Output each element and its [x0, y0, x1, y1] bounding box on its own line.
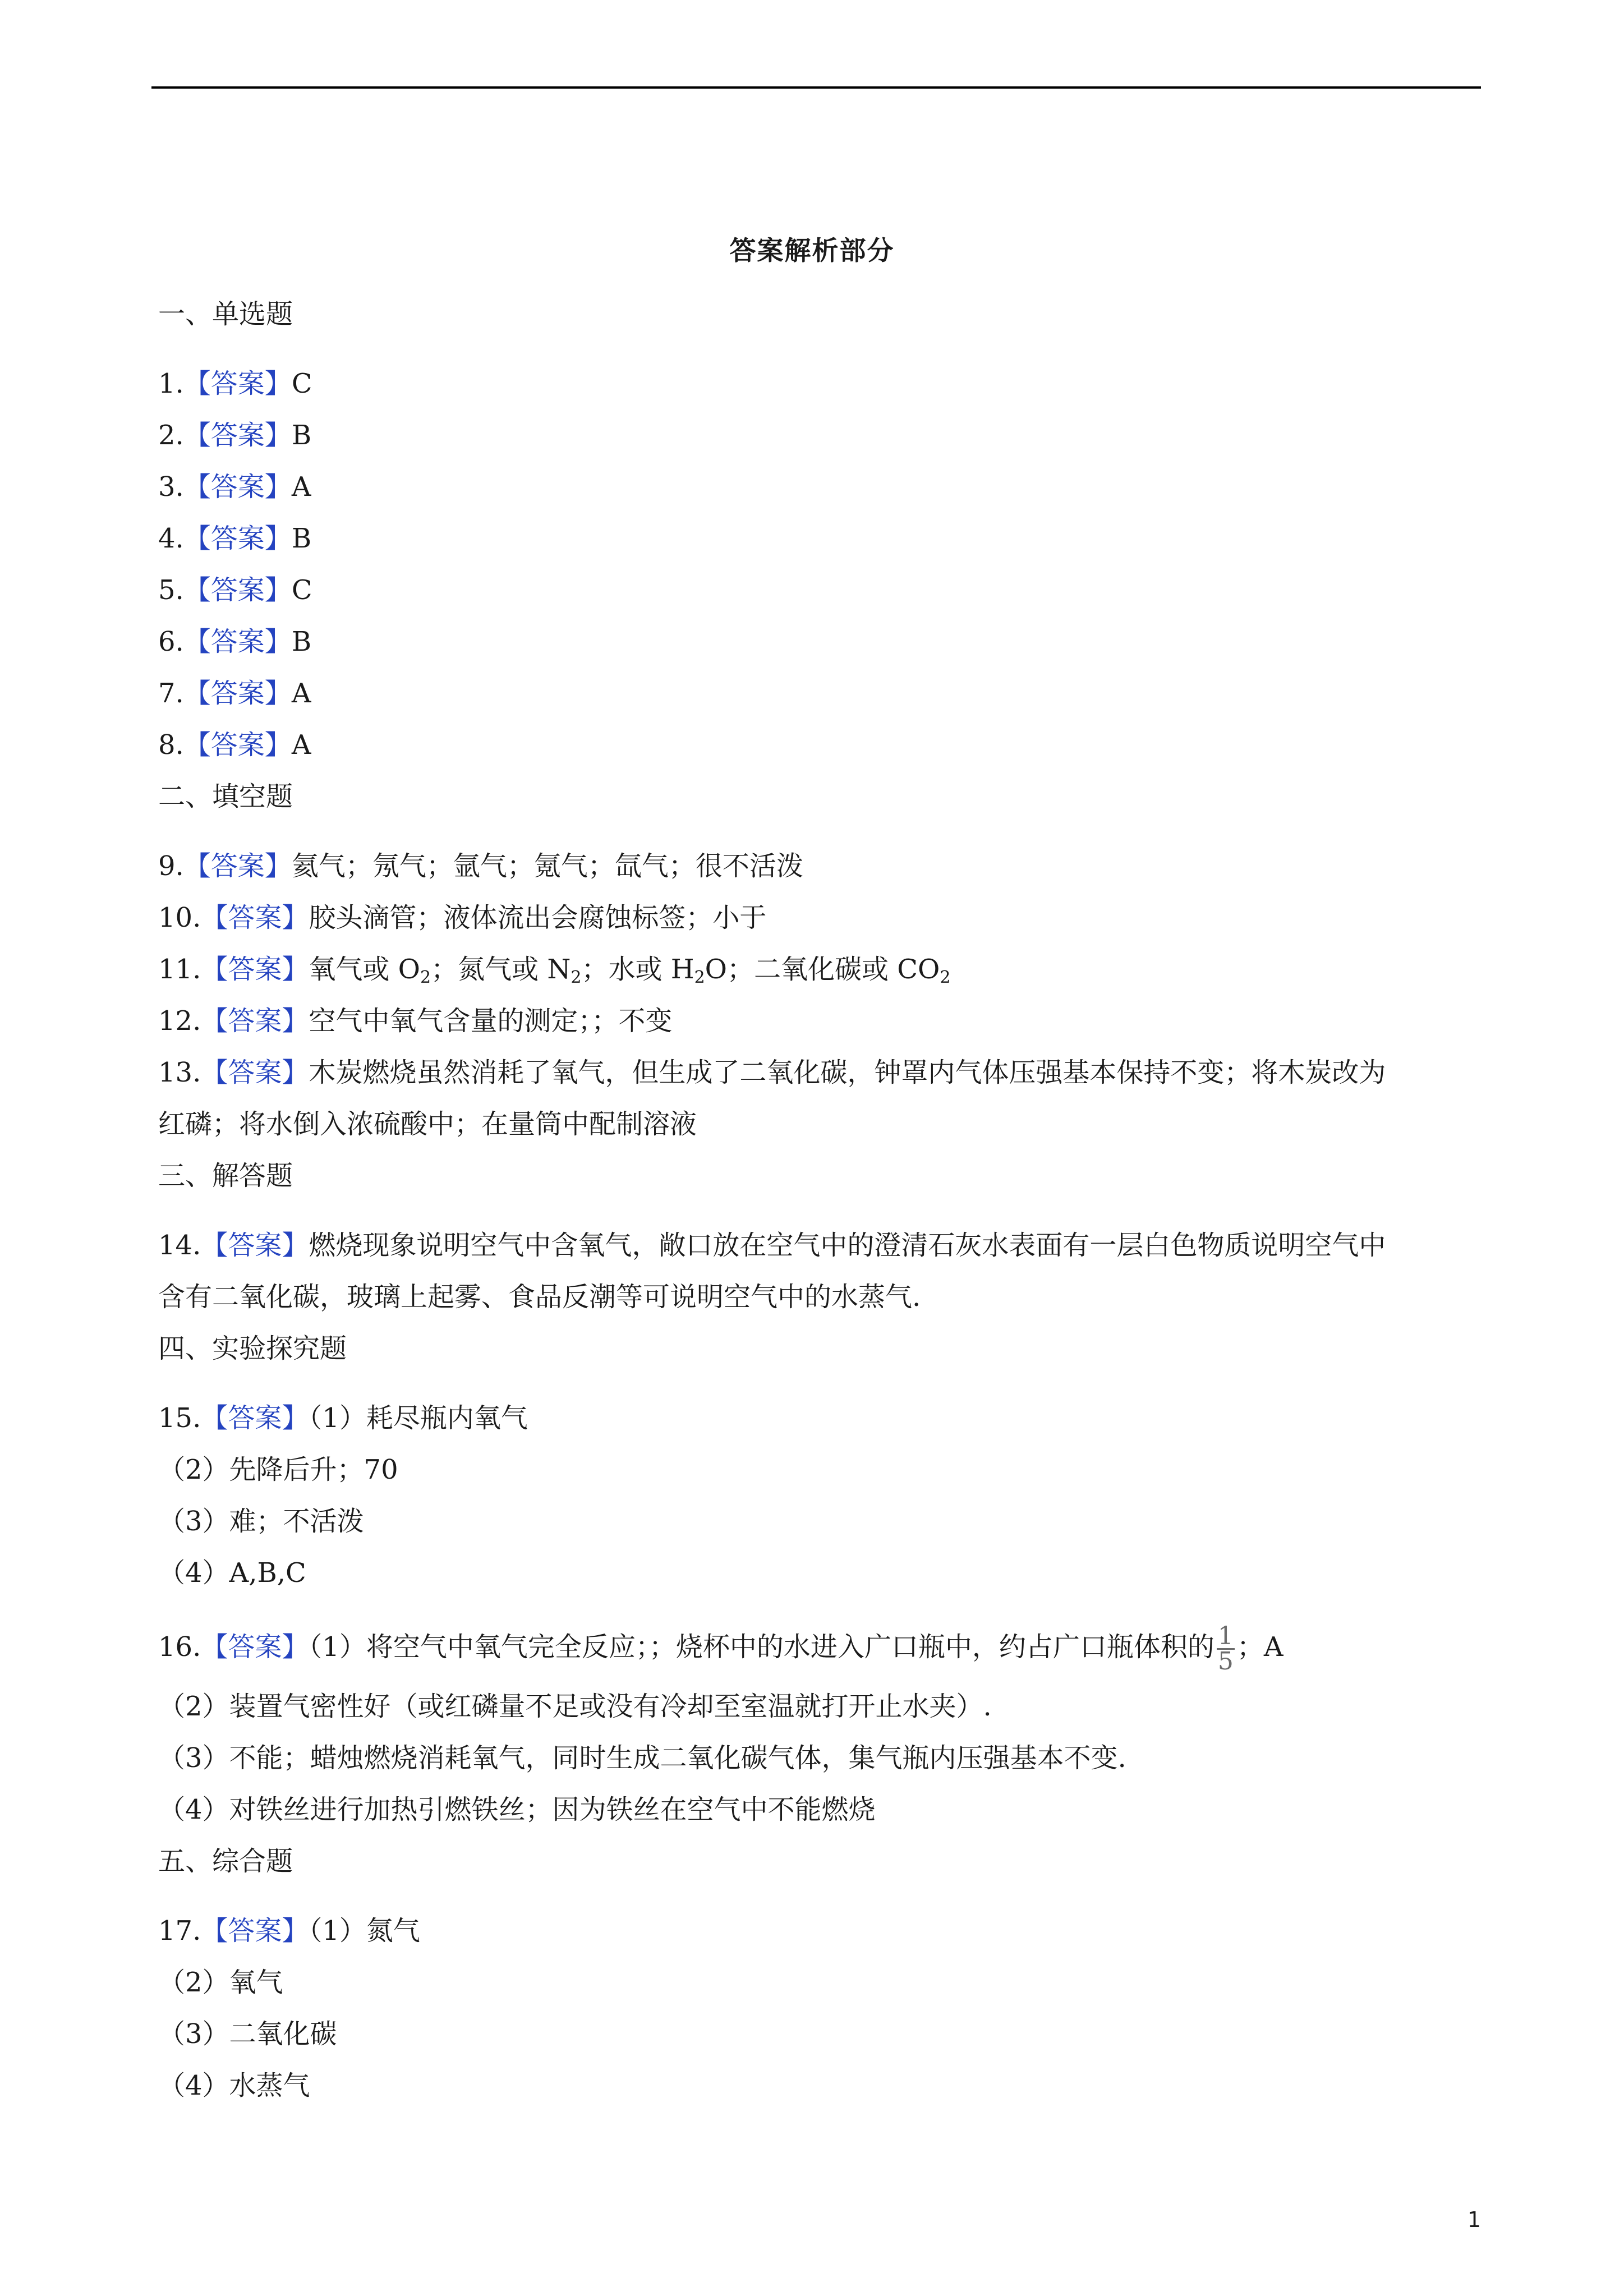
- answer-text: O；二氧化碳或 CO: [705, 954, 940, 985]
- answer-text: 胶头滴管；液体流出会腐蚀标签；小于: [309, 902, 767, 933]
- answer-part: （3）难；不活泼: [158, 1506, 364, 1537]
- answer-tag: 【答案】: [183, 678, 292, 709]
- answer-text: ；A: [1236, 1631, 1283, 1663]
- answer-line-3: [158, 469, 311, 505]
- answer-tag: 【答案】: [201, 954, 309, 985]
- question-number: 5.: [158, 574, 184, 606]
- answer-text: 燃烧现象说明空气中含氧气，敞口放在空气中的澄清石灰水表面有一层白色物质说明空气中: [309, 1230, 1386, 1261]
- answer-continuation: 红磷；将水倒入浓硫酸中；在量筒中配制溶液: [158, 1108, 697, 1140]
- answer-line-10: [158, 900, 766, 936]
- question-number: 15.: [158, 1402, 201, 1434]
- answer-line-11: [158, 951, 950, 996]
- subscript: 2: [694, 968, 705, 987]
- answer-line-17: [158, 1913, 420, 1949]
- answer-text: A: [291, 729, 311, 761]
- section-heading: 五、综合题: [158, 1846, 293, 1877]
- answer-part: （2）先降后升；70: [158, 1454, 398, 1485]
- answer-text: B: [291, 420, 312, 451]
- answer-tag: 【答案】: [201, 902, 309, 933]
- answer-tag: 【答案】: [183, 368, 292, 399]
- answer-text: A: [291, 471, 311, 503]
- question-number: 13.: [158, 1057, 201, 1088]
- answer-tag: 【答案】: [201, 1631, 309, 1663]
- answer-text: C: [291, 574, 312, 606]
- page-number: 1: [1467, 2207, 1481, 2232]
- answer-part: （1）氮气: [309, 1915, 420, 1947]
- section-heading: 四、实验探究题: [158, 1333, 347, 1364]
- answer-line-2: [158, 417, 311, 453]
- answer-part: （4）A,B,C: [158, 1557, 306, 1589]
- answer-line-13: [158, 1055, 1386, 1091]
- answer-tag: 【答案】: [201, 1230, 309, 1261]
- answer-text: B: [291, 626, 312, 657]
- answer-part: （3）二氧化碳: [158, 2018, 337, 2050]
- answer-part: （1）将空气中氧气完全反应；；烧杯中的水进入广口瓶中，约占广口瓶体积的: [309, 1631, 1214, 1663]
- answer-text: ；氮气或 N: [431, 954, 571, 985]
- answer-tag: 【答案】: [183, 850, 292, 882]
- answer-line-8: [158, 727, 311, 763]
- question-number: 6.: [158, 626, 184, 657]
- fraction-denominator: 5: [1217, 1647, 1234, 1676]
- question-number: 1.: [158, 368, 184, 399]
- subscript: 2: [571, 968, 582, 987]
- answer-part: （1）耗尽瓶内氧气: [309, 1402, 528, 1434]
- answer-text: 氦气；氖气；氩气；氪气；氙气；很不活泼: [291, 850, 803, 882]
- subscript: 2: [940, 968, 951, 987]
- question-number: 11.: [158, 954, 201, 985]
- question-number: 10.: [158, 902, 201, 933]
- answer-text: B: [291, 523, 312, 554]
- answer-line-9: [158, 848, 803, 884]
- answer-text: C: [291, 368, 312, 399]
- answer-line-6: [158, 624, 311, 660]
- answer-line-16: [158, 1622, 1283, 1676]
- question-number: 3.: [158, 471, 184, 503]
- answer-tag: 【答案】: [201, 1915, 309, 1947]
- header-rule: [151, 86, 1481, 89]
- question-number: 9.: [158, 850, 184, 882]
- answer-line-15: [158, 1400, 528, 1436]
- question-number: 14.: [158, 1230, 201, 1261]
- answer-tag: 【答案】: [183, 626, 292, 657]
- answer-tag: 【答案】: [183, 574, 292, 606]
- answer-tag: 【答案】: [201, 1057, 309, 1088]
- answer-line-4: [158, 521, 311, 556]
- question-number: 7.: [158, 678, 184, 709]
- answer-tag: 【答案】: [183, 471, 292, 503]
- answer-part: （3）不能；蜡烛燃烧消耗氧气，同时生成二氧化碳气体，集气瓶内压强基本不变.: [158, 1742, 1126, 1774]
- answer-tag: 【答案】: [183, 729, 292, 761]
- fraction: [1217, 1622, 1235, 1676]
- answer-tag: 【答案】: [201, 1402, 309, 1434]
- page-title: 答案解析部分: [729, 236, 895, 266]
- answer-part: （4）对铁丝进行加热引燃铁丝；因为铁丝在空气中不能燃烧: [158, 1794, 876, 1825]
- answer-line-5: [158, 572, 312, 608]
- answer-part: （2）装置气密性好（或红磷量不足或没有冷却至室温就打开止水夹）.: [158, 1691, 992, 1722]
- section-heading: 三、解答题: [158, 1160, 293, 1191]
- answer-line-7: [158, 675, 311, 711]
- fraction-numerator: 1: [1217, 1622, 1234, 1650]
- question-number: 12.: [158, 1005, 201, 1037]
- answer-line-12: [158, 1003, 672, 1039]
- answer-part: （2）氧气: [158, 1967, 283, 1998]
- question-number: 16.: [158, 1631, 201, 1663]
- answer-tag: 【答案】: [183, 420, 292, 451]
- answer-text: ；水或 H: [581, 954, 694, 985]
- answer-line-14: [158, 1227, 1386, 1263]
- answer-part: （4）水蒸气: [158, 2070, 310, 2101]
- question-number: 4.: [158, 523, 184, 554]
- question-number: 17.: [158, 1915, 201, 1947]
- answer-text: 氧气或 O: [309, 954, 420, 985]
- section-heading: 二、填空题: [158, 781, 293, 812]
- answer-tag: 【答案】: [183, 523, 292, 554]
- answer-text: A: [291, 678, 311, 709]
- question-number: 8.: [158, 729, 184, 761]
- section-heading: 一、单选题: [158, 298, 293, 330]
- answer-tag: 【答案】: [201, 1005, 309, 1037]
- answer-continuation: 含有二氧化碳，玻璃上起雾、食品反潮等可说明空气中的水蒸气.: [158, 1281, 921, 1313]
- answer-line-1: [158, 366, 312, 402]
- question-number: 2.: [158, 420, 184, 451]
- answer-text: 木炭燃烧虽然消耗了氧气，但生成了二氧化碳，钟罩内气体压强基本保持不变；将木炭改为: [309, 1057, 1386, 1088]
- subscript: 2: [420, 968, 431, 987]
- answer-text: 空气中氧气含量的测定；；不变: [309, 1005, 673, 1037]
